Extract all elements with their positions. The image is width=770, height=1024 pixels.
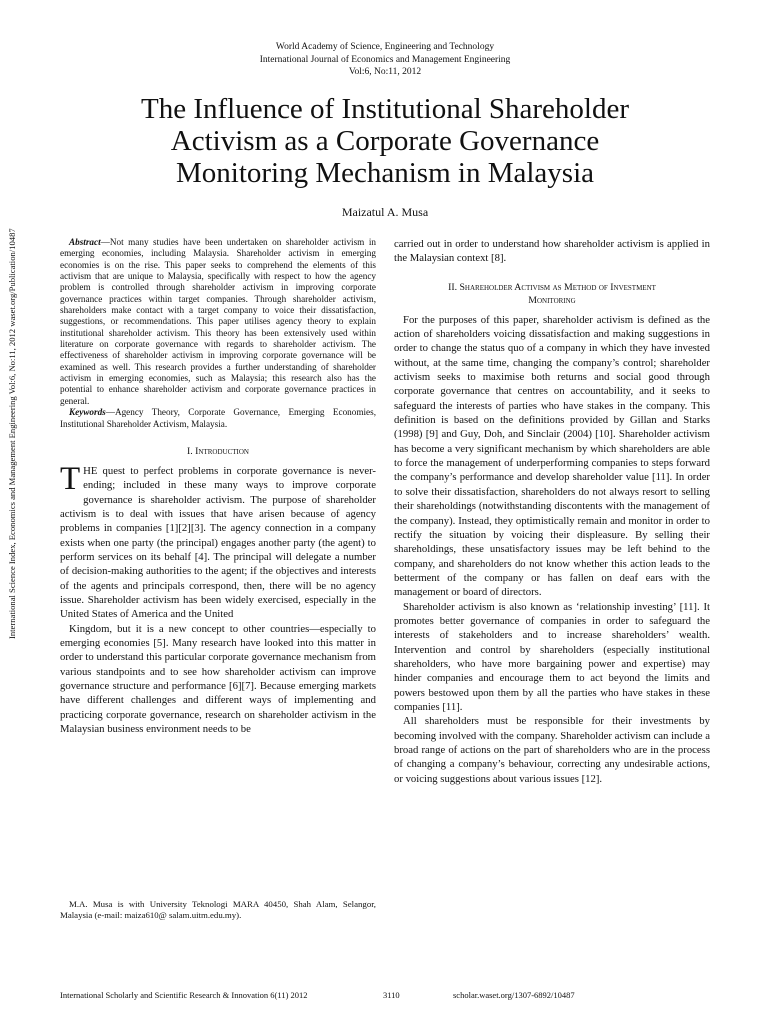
section-heading-line1: II. Shareholder Activism as Method of Investment xyxy=(448,281,656,293)
section2-paragraph-3: All shareholders must be responsible for their investments by becoming involved with the company. Shareholder activism can include a broad range of actions on the part of shareholders who are in the process of changing a company’s behaviour, correcting any undesirable actions, or voicing suggestions about various issues [12]. xyxy=(394,715,710,785)
section-title: Introduction xyxy=(195,445,249,457)
drop-cap: T xyxy=(60,460,81,497)
author-footnote: M.A. Musa is with University Teknologi MARA 40450, Shah Alam, Selangor, Malaysia (e-mail: maiza610@ salam.uitm.edu.my). xyxy=(60,899,376,920)
page-number: 3110 xyxy=(383,990,400,1000)
author-name: Maizatul A. Musa xyxy=(341,205,429,219)
intro-paragraph-2: Kingdom, but it is a new concept to other countries—especially to emerging economies [5]. Many research have looked into this matter in order to understand this particular corporate governance mechanism from various standpoints and to see how shareholder activism can improve governance structure and performance [6][7]. Because emerging markets have different challenges and different ways of implementing and practicing corporate governance, research on shareholder activism in the Malaysian business environment needs to be xyxy=(60,622,376,736)
paper-title xyxy=(80,93,690,189)
keywords-text: —Agency Theory, Corporate Governance, Emerging Economies, Institutional Shareholder Activism, Malaysia. xyxy=(60,407,376,429)
section-heading-introduction xyxy=(60,445,376,458)
journal-header-line1: World Academy of Science, Engineering and Technology xyxy=(275,42,495,52)
journal-header xyxy=(0,41,770,79)
keywords xyxy=(60,407,376,430)
journal-header-line2: International Journal of Economics and Management Engineering xyxy=(259,54,511,65)
abstract-text: —Not many studies have been undertaken on shareholder activism in emerging economies, including Malaysia. Shareholder activism in emerging economies is on the rise. This paper seeks to comprehend the elements of this activism that are unique to Malaysia, specifically with respect to how the agency problem is controlled through shareholder activism in improving corporate governance practices within target companies. Through shareholder activism, shareholders make contact with a target company to voice their dissatisfaction, suggestions, or recommendations. This paper utilises agency theory to explain institutional shareholder activism. This theory has been extensively used within literature on corporate governance with regards to shareholder activism. The effectiveness of shareholder activism in improving corporate governance will be examined as well. This research provides a further understanding of shareholder activism in emerging economies, such as Malaysia; this research also has the potential to enhance shareholder activism and corporate governance practices in general. xyxy=(60,237,376,406)
abstract xyxy=(60,237,376,407)
side-note-text: International Science Index, Economics and Management Engineering Vol:6, No:11, 2012 waset.org/Publication/10487 xyxy=(7,228,17,639)
section-heading-line2: Monitoring xyxy=(528,294,576,306)
paper-title-line2: Activism as a Corporate Governance xyxy=(170,125,600,157)
footer-url: scholar.waset.org/1307-6892/10487 xyxy=(453,990,575,1000)
paper-title-line3: Monitoring Mechanism in Malaysia xyxy=(175,157,595,189)
intro-continuation: carried out in order to understand how shareholder activism is applied in the Malaysian context [8]. xyxy=(394,238,710,265)
intro-paragraph-1 xyxy=(60,460,376,622)
paper-title-line1: The Influence of Institutional Shareholder xyxy=(140,93,629,125)
left-column xyxy=(60,237,376,737)
section2-paragraph-2: Shareholder activism is also known as ‘relationship investing’ [11]. It promotes better governance of companies in order to safeguard the interests of stakeholders and to increase shareholders’ wealth. Intervention and control by shareholders (especially institutional shareholders, who have more bargaining power and expertise) may hinder companies and encourage them to act beyond the limits and powers bestowed upon them by all the parties who have stakes in these companies [11]. xyxy=(394,600,710,713)
right-column xyxy=(394,237,710,786)
abstract-label: Abstract xyxy=(69,237,101,247)
section-heading-method xyxy=(394,281,710,307)
section-numeral: I. xyxy=(187,445,196,457)
intro-paragraph-1-text: HE quest to perfect problems in corporate governance is never-ending; included in these many ways to improve corporate governance is shareholder activism. The purpose of shareholder activism is to deal with issues that have arisen because of agency problems in companies [1][2][3]. The agency connection in a company exists when one party (the principal) engages another party (the agent) to perform services on its behalf [4]. The principal will delegate a number of decision-making authorities to the agent; if the objectives and interests of the agents and principals correspond, then, there will be no agency issue. Shareholder activism has been widely exercised, especially in the United States of America and the United xyxy=(60,464,376,621)
side-note xyxy=(6,228,18,639)
keywords-label: Keywords xyxy=(69,407,106,418)
footer-publisher: International Scholarly and Scientific Research & Innovation 6(11) 2012 xyxy=(60,990,308,1000)
section2-paragraph-1: For the purposes of this paper, shareholder activism is defined as the action of shareholders voicing dissatisfaction and making suggestions in order to change the status quo of a company in which they have invested without, at the same time, changing the company’s control; shareholder activism seeks to maximise both returns and social good through corporate governance that centres on accountability, and it seeks to safeguard the interests of parties who have stakes in the company. This definition is based on the definitions provided by Gillan and Starks (1998) [9] and Guy, Doh, and Sinclair (2004) [10]. Shareholder activism has become a very significant mechanism by which shareholders are able to force the management of underperforming companies to steps forward the company’s performance and develop shareholder value [11]. In order to solve their dissatisfaction, shareholders do not always resort to selling their shareholdings (notwithstanding discontents with the management of the company). Instead, they optimistically remain and monitor in order to rectify the situation by voicing their displeasure. By selling their shareholdings, these unsatisfactory issues may be left behind to the company, and shareholders do not know whether this action leads to the betterment of the company or has fallen on deaf ears with the management or board of directors. xyxy=(394,313,710,599)
journal-header-line3: Vol:6, No:11, 2012 xyxy=(348,67,422,77)
